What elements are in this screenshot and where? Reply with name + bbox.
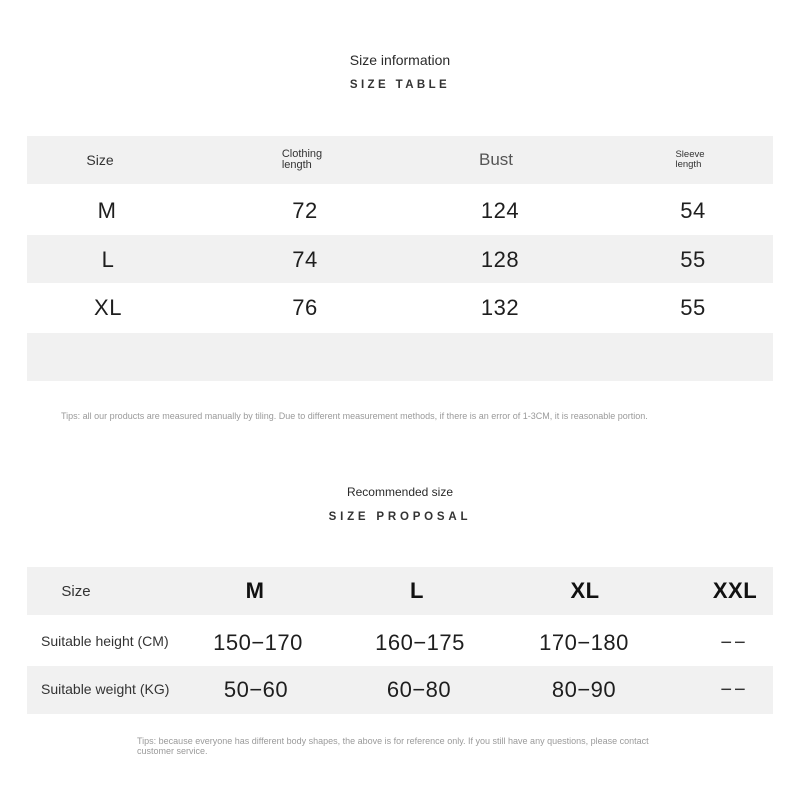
sleeve-cell: 55: [680, 295, 706, 320]
size-cell: XL: [94, 295, 122, 320]
proposal-header-size: Size: [61, 582, 91, 600]
length-cell: 72: [292, 198, 318, 223]
size-cell: L: [101, 247, 115, 272]
clothing-length-line2: length: [281, 159, 312, 171]
clothing-length-line1: Clothing: [281, 148, 323, 160]
proposal-cell-xl: 170−180: [539, 630, 629, 655]
bust-cell: 128: [480, 247, 520, 272]
size-table-header-sleeve-length: [650, 136, 730, 184]
size-proposal-tip: Tips: because everyone has different body shapes, the above is for reference only. If you still have any questions, please contact customer service.: [137, 736, 649, 756]
length-cell: 76: [292, 295, 318, 320]
proposal-cell-xxl: −−: [720, 678, 748, 701]
size-table-header-size: Size: [86, 152, 114, 168]
proposal-header-xxl: XXL: [712, 578, 758, 603]
proposal-row-label: Suitable weight (KG): [41, 681, 170, 697]
size-cell: M: [97, 198, 117, 223]
proposal-header-l: L: [410, 578, 424, 603]
bust-cell: 132: [480, 295, 520, 320]
proposal-cell-xxl: −−: [720, 631, 748, 654]
proposal-row-label: Suitable height (CM): [41, 633, 169, 649]
proposal-cell-xl: 80−90: [551, 677, 617, 702]
proposal-cell-l: 60−80: [386, 677, 452, 702]
length-cell: 74: [292, 247, 318, 272]
size-table-header-bust: Bust: [478, 150, 514, 169]
proposal-header-m: M: [245, 578, 265, 603]
bust-cell: 124: [480, 198, 520, 223]
size-table-header-clothing-length: [262, 136, 342, 184]
proposal-header-xl: XL: [570, 578, 600, 603]
sleeve-cell: 54: [680, 198, 706, 223]
proposal-cell-m: 50−60: [223, 677, 289, 702]
sleeve-cell: 55: [680, 247, 706, 272]
recommended-subtitle: Recommended size: [346, 485, 454, 499]
proposal-cell-l: 160−175: [375, 630, 465, 655]
sleeve-length-line2: length: [675, 159, 702, 170]
proposal-cell-m: 150−170: [213, 630, 303, 655]
size-proposal-title: SIZE PROPOSAL: [328, 511, 472, 523]
sleeve-length-line1: Sleeve: [675, 149, 705, 160]
size-table-tip: Tips: all our products are measured manually by tiling. Due to different measurement methods, if there is an error of 1-3CM, it is reasonable portion.: [61, 411, 648, 421]
size-table-title: SIZE TABLE: [349, 79, 451, 91]
size-table-empty-band: [27, 333, 773, 381]
size-info-subtitle: Size information: [349, 52, 451, 68]
